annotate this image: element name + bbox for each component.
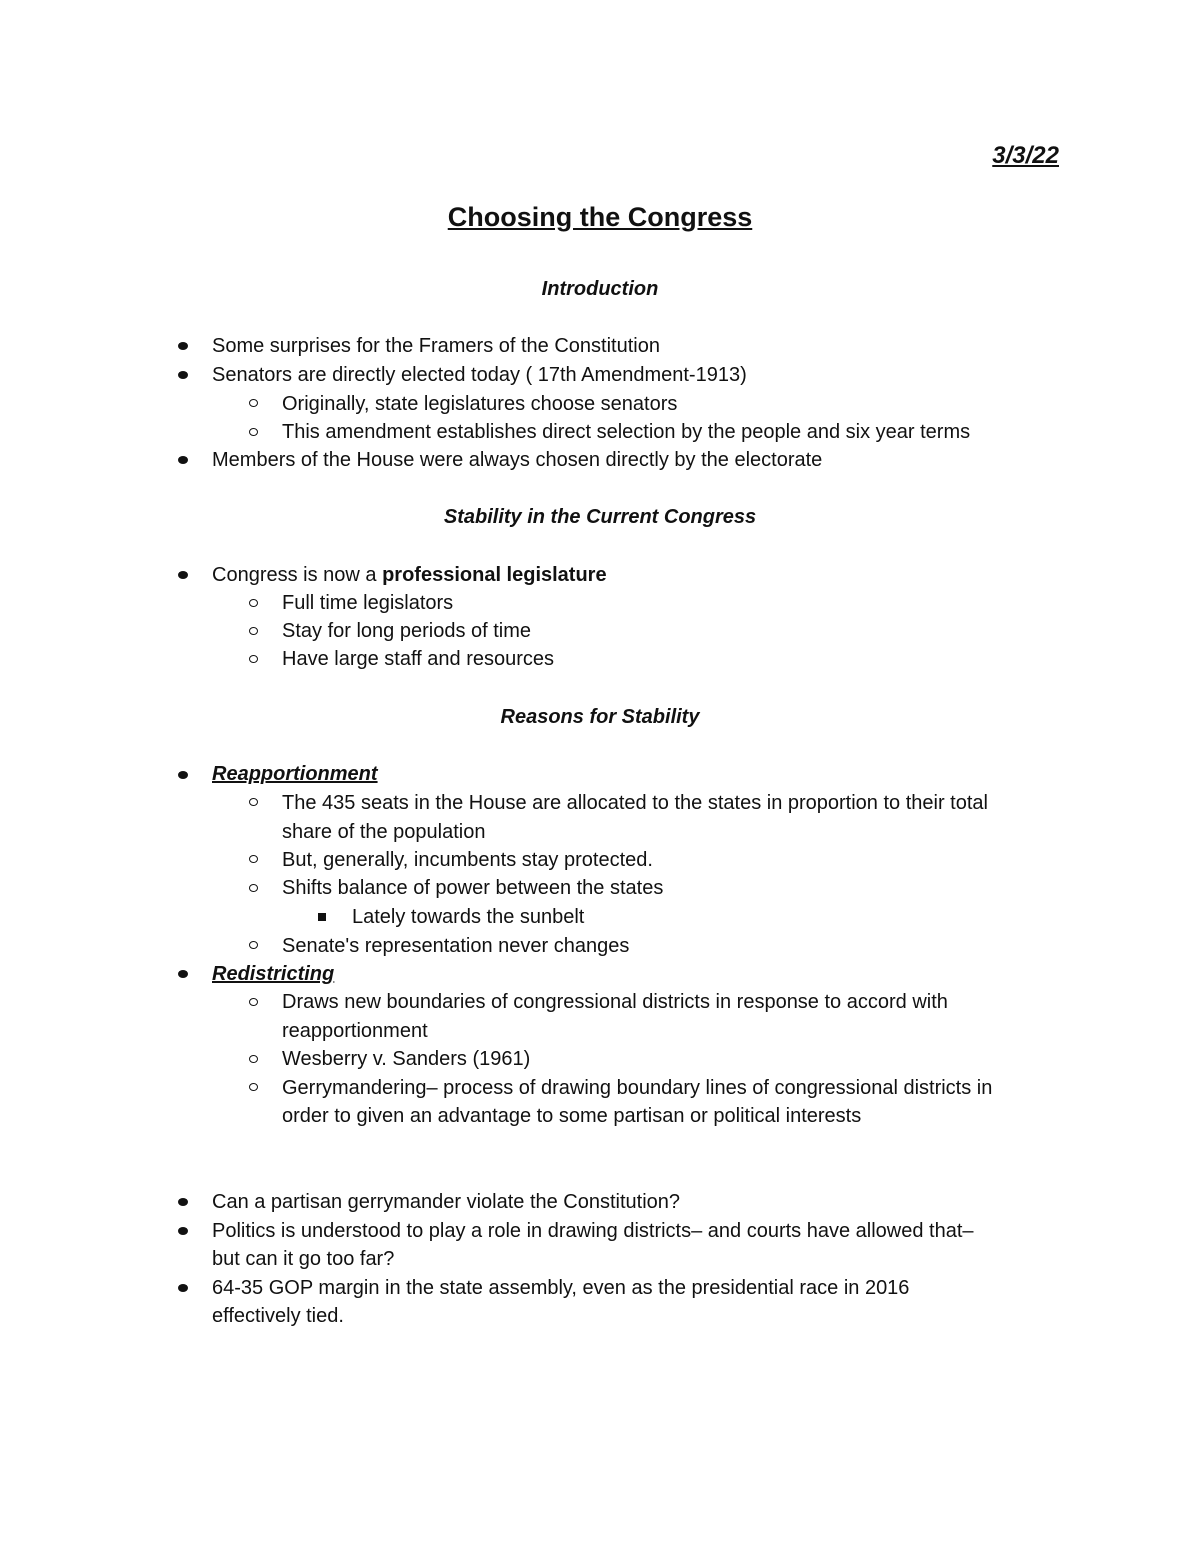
bullet-disc-icon (178, 1198, 188, 1206)
list-item: This amendment establishes direct selection by the people and six year terms (282, 421, 971, 443)
bullet-disc-icon (178, 571, 188, 579)
bullet-circle-icon (249, 399, 258, 407)
list-item: Stay for long periods of time (282, 620, 532, 642)
bullet-circle-icon (249, 599, 258, 607)
list-item: The 435 seats in the House are allocated to the states in proportion to their total (282, 792, 988, 814)
bullet-disc-icon (178, 1284, 188, 1292)
list-item: But, generally, incumbents stay protected. (282, 849, 653, 871)
bullet-disc-icon (178, 970, 188, 978)
list-item: Senate's representation never changes (282, 935, 630, 957)
list-item: Can a partisan gerrymander violate the Constitution? (212, 1191, 681, 1213)
list-item: Originally, state legislatures choose senators (282, 393, 678, 415)
list-item-continuation: but can it go too far? (212, 1248, 395, 1270)
list-item-continuation: reapportionment (282, 1020, 428, 1042)
list-item-continuation: order to given an advantage to some partisan or political interests (282, 1105, 862, 1127)
bullet-circle-icon (249, 884, 258, 892)
bullet-circle-icon (249, 941, 258, 949)
list-item: Members of the House were always chosen directly by the electorate (212, 449, 823, 471)
bullet-disc-icon (178, 771, 188, 779)
list-item: Shifts balance of power between the states (282, 877, 664, 899)
note-date: 3/3/22 (992, 142, 1059, 169)
list-item: Politics is understood to play a role in drawing districts– and courts have allowed that– (212, 1220, 974, 1242)
list-item-continuation: share of the population (282, 821, 486, 843)
list-item: Gerrymandering– process of drawing boundary lines of congressional districts in (282, 1077, 993, 1099)
list-item-continuation: effectively tied. (212, 1305, 344, 1327)
page-title: Choosing the Congress (447, 202, 753, 232)
list-item: Senators are directly elected today ( 17th Amendment-1913) (212, 364, 747, 386)
list-item: Some surprises for the Framers of the Constitution (212, 335, 660, 357)
bullet-disc-icon (178, 456, 188, 464)
lead-text: Congress is now a (212, 564, 383, 586)
bold-term: professional legislature (382, 564, 607, 586)
bullet-circle-icon (249, 428, 258, 436)
bullet-disc-icon (178, 342, 188, 350)
bullet-square-icon (318, 913, 326, 921)
bullet-circle-icon (249, 1083, 258, 1091)
list-item (212, 561, 607, 590)
list-item: Wesberry v. Sanders (1961) (282, 1048, 531, 1070)
heading-introduction: Introduction (541, 278, 659, 300)
bullet-circle-icon (249, 998, 258, 1006)
bullet-circle-icon (249, 798, 258, 806)
bullet-circle-icon (249, 627, 258, 635)
list-item: Draws new boundaries of congressional districts in response to accord with (282, 991, 948, 1013)
bullet-disc-icon (178, 371, 188, 379)
bullet-circle-icon (249, 855, 258, 863)
bullet-circle-icon (249, 1055, 258, 1063)
list-item: Full time legislators (282, 592, 454, 614)
list-item: 64-35 GOP margin in the state assembly, even as the presidential race in 2016 (212, 1277, 910, 1299)
list-item: Lately towards the sunbelt (352, 906, 585, 928)
heading-stability: Stability in the Current Congress (443, 506, 757, 528)
list-item: Have large staff and resources (282, 648, 555, 670)
heading-reasons: Reasons for Stability (500, 706, 700, 728)
bullet-circle-icon (249, 655, 258, 663)
subheading-reapportionment: Reapportionment (212, 763, 378, 785)
bullet-disc-icon (178, 1227, 188, 1235)
subheading-redistricting: Redistricting (212, 963, 335, 985)
